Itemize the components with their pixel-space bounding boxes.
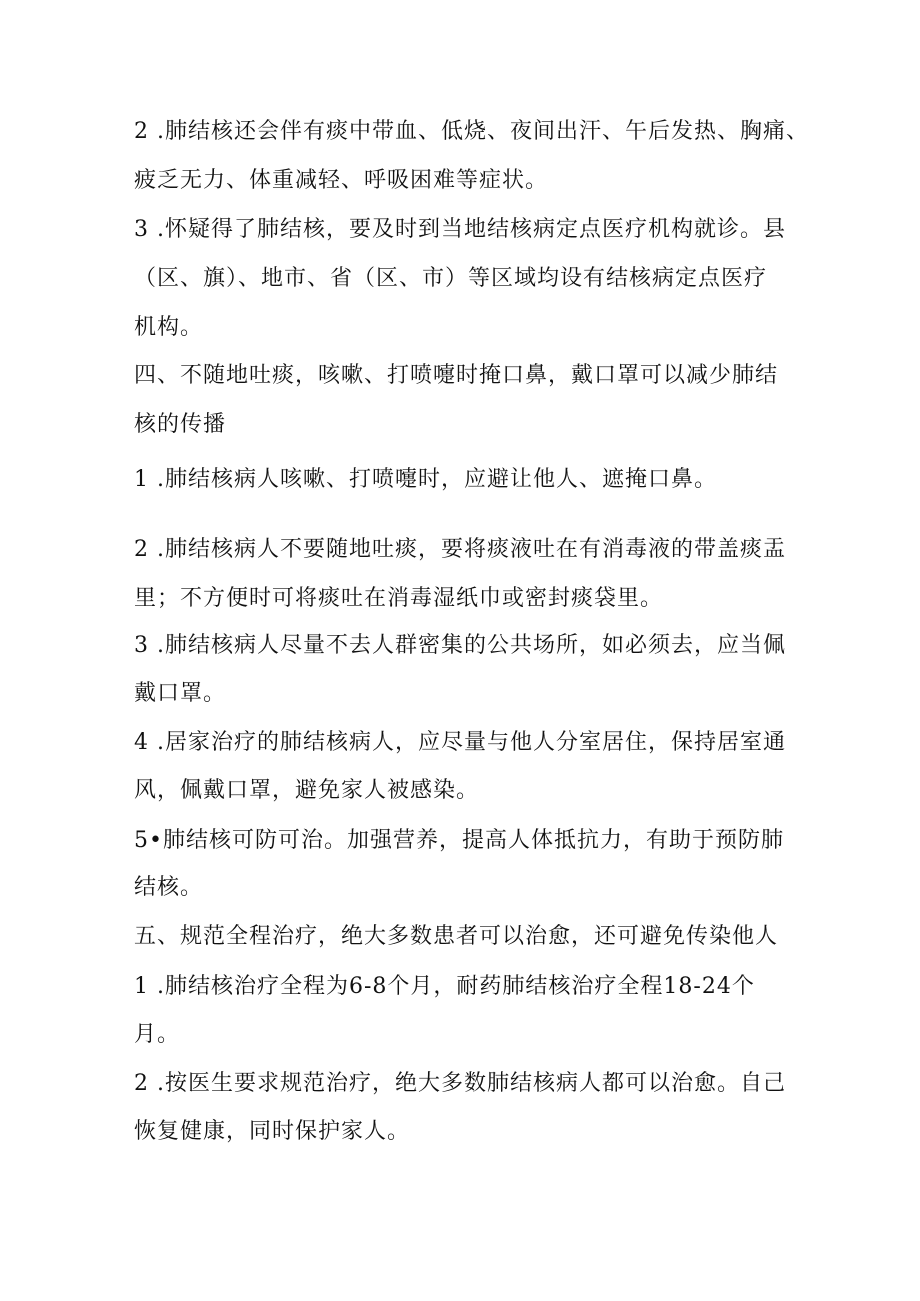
text-line: 5•肺结核可防可治。加强营养，提高人体抵抗力，有助于预防肺 — [134, 828, 784, 853]
text-line: 3 .肺结核病人尽量不去人群密集的公共场所，如必须去，应当佩 — [134, 633, 786, 658]
text-line: 疲乏无力、体重减轻、呼吸困难等症状。 — [134, 168, 549, 193]
text-line: 结核。 — [134, 875, 204, 900]
text-line: 1 .肺结核治疗全程为6-8个月，耐药肺结核治疗全程18-24个 — [134, 974, 755, 999]
text-line: 风，佩戴口罩，避免家人被感染。 — [134, 778, 480, 803]
text-line: 2 .肺结核还会伴有痰中带血、低烧、夜间出汗、午后发热、胸痛、 — [134, 119, 809, 144]
text-line: 4 .居家治疗的肺结核病人，应尽量与他人分室居住，保持居室通 — [134, 730, 786, 755]
text-line: 恢复健康，同时保护家人。 — [134, 1119, 411, 1144]
text-line: 月。 — [134, 1022, 181, 1047]
text-line: 2 .肺结核病人不要随地吐痰，要将痰液吐在有消毒液的带盖痰盂 — [134, 537, 786, 562]
text-line: 里；不方便时可将痰吐在消毒湿纸巾或密封痰袋里。 — [134, 586, 664, 611]
text-line: 2 .按医生要求规范治疗，绝大多数肺结核病人都可以治愈。自己 — [134, 1071, 786, 1096]
text-line: 机构。 — [134, 315, 204, 340]
text-line: 3 .怀疑得了肺结核，要及时到当地结核病定点医疗机构就诊。县 — [134, 217, 786, 242]
section-heading: 五、规范全程治疗，绝大多数患者可以治愈，还可避免传染他人 — [134, 924, 779, 949]
text-line: 1 .肺结核病人咳嗽、打喷嚏时，应避让他人、遮掩口鼻。 — [134, 467, 717, 492]
text-line: 戴口罩。 — [134, 681, 227, 706]
text-line: （区、旗）、地市、省（区、市）等区域均设有结核病定点医疗 — [134, 266, 768, 291]
section-heading: 核的传播 — [134, 412, 227, 437]
section-heading: 四、不随地吐痰，咳嗽、打喷嚏时掩口鼻，戴口罩可以减少肺结 — [134, 363, 779, 388]
